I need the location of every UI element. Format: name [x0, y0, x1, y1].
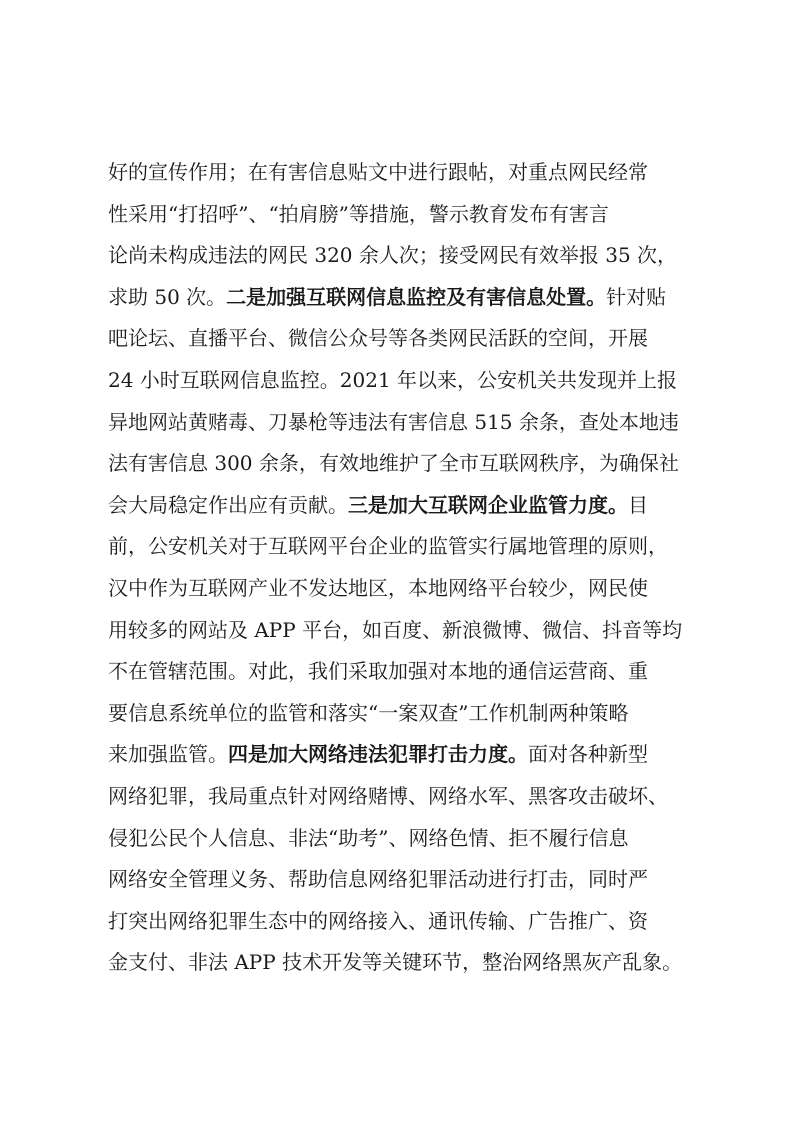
text-line	[108, 901, 708, 943]
text-segment: 金支付、非法 APP 技术开发等关键环节，整治网络黑灰产乱象。	[108, 950, 683, 975]
text-line	[108, 776, 708, 818]
text-line	[108, 651, 708, 693]
bold-heading-text: 四是加大网络违法犯罪打击力度。	[228, 742, 528, 767]
text-segment: 好的宣传作用；在有害信息贴文中进行跟帖，对重点网民经常	[108, 160, 648, 184]
text-segment: 会大局稳定作出应有贡献。	[108, 492, 348, 517]
text-line	[108, 526, 708, 568]
text-line	[108, 818, 708, 860]
text-segment: 性采用“打招呼”、“拍肩膀”等措施，警示教育发布有害言	[108, 201, 609, 226]
text-segment: 网络犯罪，我局重点针对网络赌博、网络水军、黑客攻击破坏、	[108, 783, 668, 808]
text-segment: 用较多的网站及 APP 平台，如百度、新浪微博、微信、抖音等均	[108, 617, 683, 642]
text-line	[108, 693, 708, 735]
text-segment: 不在管辖范围。对此，我们采取加强对本地的通信运营商、重	[108, 659, 648, 684]
text-segment: 吧论坛、直播平台、微信公众号等各类网民活跃的空间，开展	[108, 326, 648, 351]
text-line	[108, 152, 708, 194]
text-segment: 侵犯公民个人信息、非法“助考”、网络色情、拒不履行信息	[108, 825, 629, 850]
text-segment: 目	[628, 492, 648, 517]
text-segment: 打突出网络犯罪生态中的网络接入、通讯传输、广告推广、资	[108, 908, 648, 933]
text-segment: 要信息系统单位的监管和落实“一案双查”工作机制两种策略	[108, 700, 629, 725]
text-segment: 法有害信息 300 余条，有效地维护了全市互联网秩序，为确保社	[108, 451, 679, 476]
text-segment: 汉中作为互联网产业不发达地区，本地网络平台较少，网民使	[108, 575, 648, 600]
text-segment: 24 小时互联网信息监控。2021 年以来，公安机关共发现并上报	[108, 367, 678, 392]
text-segment: 面对各种新型	[528, 742, 648, 767]
text-line	[108, 568, 708, 610]
text-line	[108, 360, 708, 402]
text-segment: 针对贴	[606, 284, 667, 309]
text-line	[108, 402, 708, 444]
text-line	[108, 318, 708, 360]
text-segment: 异地网站黄赌毒、刀暴枪等违法有害信息 515 余条，查处本地违	[108, 409, 679, 434]
bold-heading-text: 二是加强互联网信息监控及有害信息处置。	[226, 284, 607, 309]
text-segment: 前，公安机关对于互联网平台企业的监管实行属地管理的原则，	[108, 534, 668, 559]
text-line	[108, 443, 708, 485]
text-line	[108, 194, 708, 236]
text-segment: 来加强监管。	[108, 742, 228, 767]
text-segment: 网络安全管理义务、帮助信息网络犯罪活动进行打击，同时严	[108, 867, 648, 892]
bold-heading-text: 三是加大互联网企业监管力度。	[348, 492, 628, 517]
text-segment: 论尚未构成违法的网民 320 余人次；接受网民有效举报 35 次，	[108, 243, 678, 268]
text-line	[108, 942, 708, 984]
text-line	[108, 485, 708, 527]
text-line	[108, 235, 708, 277]
text-line	[108, 610, 708, 652]
text-segment: 求助 50 次。	[108, 284, 227, 309]
text-line	[108, 859, 708, 901]
text-line	[108, 734, 708, 776]
body-text	[108, 152, 708, 984]
text-line	[108, 277, 708, 319]
